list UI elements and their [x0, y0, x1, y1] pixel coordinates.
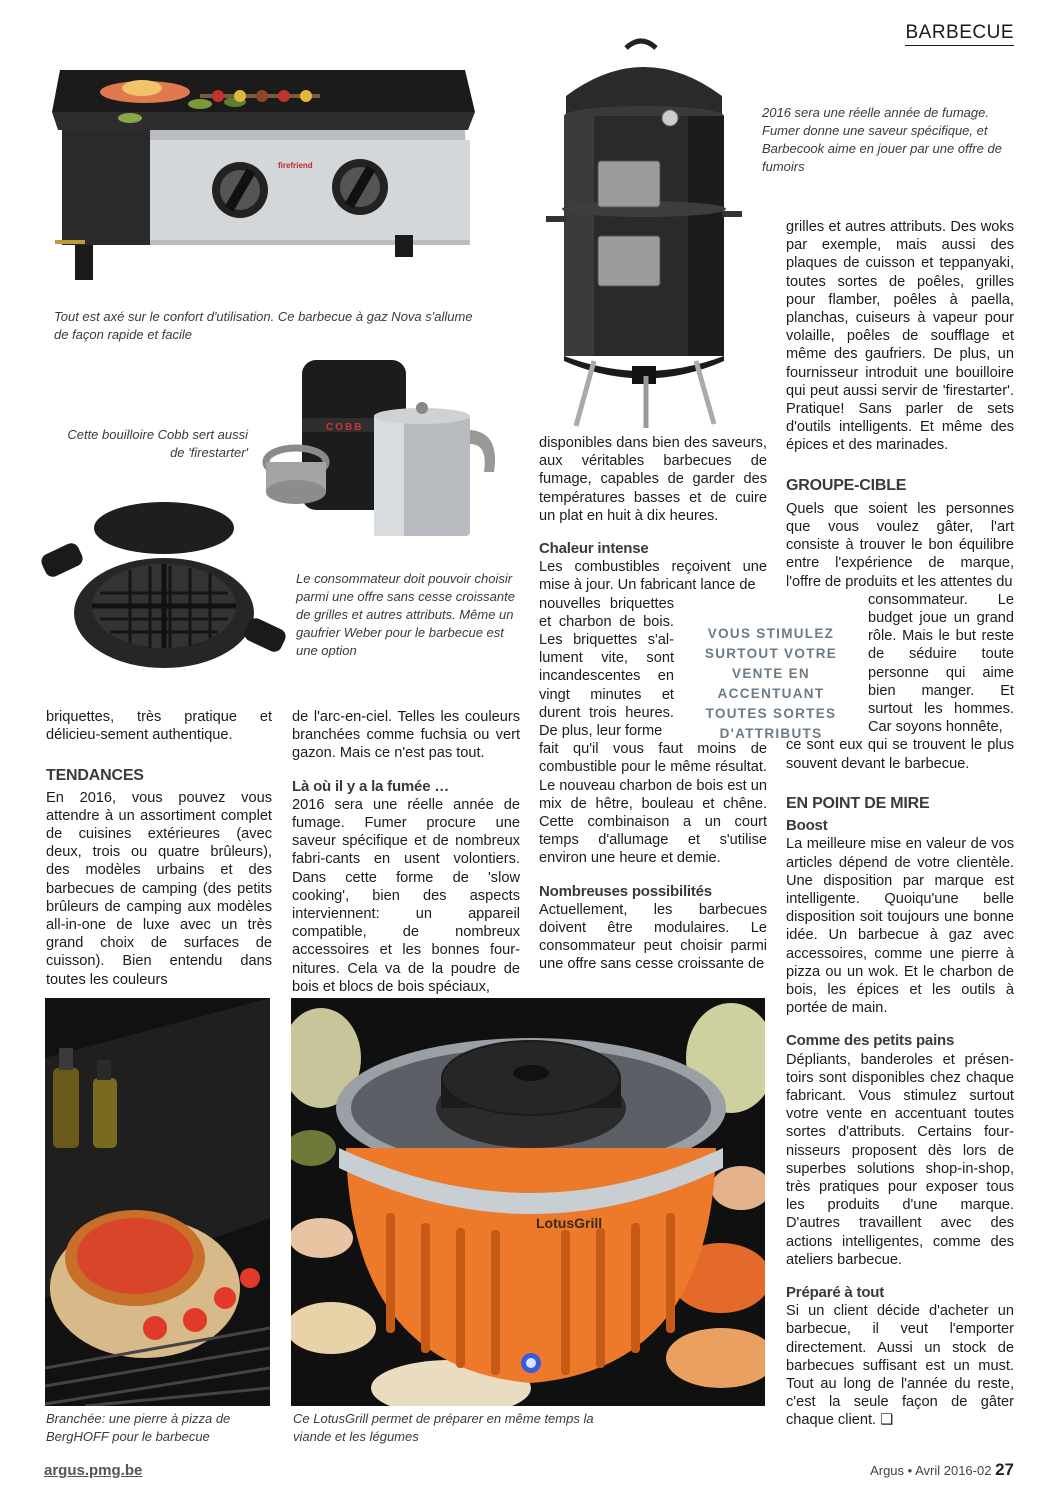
col4-boost: La meilleure mise en valeur de vos articles dépend de votre clientèle. Une disposition par marque est intelligente. Quoiqu'une belle disposition soit toujours une bonne idée. Un barbecue à gaz avec accessoires, comme une pierre à pizza ou un wok. Et le charbon de bois, les épices et les outils à portée de main.	[786, 836, 1014, 1017]
footer-issue-label: Argus • Avril 2016-02	[870, 1463, 992, 1478]
col1-tendances: En 2016, vous pouvez vous attendre à un assortiment complet de cuisines extérieures (avec deux, trois ou quatre brûleurs), des modèles urbains et des barbecues de camping (des petits brûleurs de camping aux modèles all-in-one de luxe avec un très grand choix de surfaces de cuisson). Bien entendu dans toutes les couleurs	[46, 789, 272, 988]
heading-tendances: TENDANCES	[46, 767, 144, 785]
col3-chaleur-a: Les combustibles reçoivent une mise à jour. Un fabricant lance de	[539, 559, 767, 594]
heading-groupe-cible: GROUPE-CIBLE	[786, 476, 907, 494]
lotusgrill-photo	[291, 998, 765, 1406]
caption-cobb: Cette bouilloire Cobb sert aussi de 'firestarter'	[67, 427, 248, 460]
cobb-photo	[262, 352, 502, 540]
heading-petits-pains: Comme des petits pains	[786, 1032, 955, 1050]
heading-chaleur: Chaleur intense	[539, 540, 649, 558]
lotusgrill-logo: LotusGrill	[536, 1215, 603, 1231]
section-label: BARBECUE	[905, 22, 1014, 46]
column-2	[292, 708, 520, 996]
col3-chaleur-c: fait qu'il vous faut moins de combustible pour le même résultat. Le nouveau charbon de bois est un mix de hêtre, bouleau et chêne. Cette combinaison a un court temps d'allumage et s'utilise environ une heure et demie.	[539, 741, 767, 867]
gas-bbq-photo	[50, 40, 480, 302]
caption-gas-bbq: Tout est axé sur le confort d'utilisation. Ce barbecue à gaz Nova s'allume de façon rapide et facile	[54, 309, 473, 342]
col4-intro: grilles et autres attributs. Des woks par exemple, mais aussi des plaques de cuisson et teppanyaki, toutes sortes de poêles, grilles pour flamber, poêles à paella, planchas, cuiseurs à vapeur pour volaille, poêles de soufflage et même des gaufriers. De plus, un fournisseur introduit une bouilloire qui peut aussi servir de 'firestarter'. Pratique! Sans parler de sets d'outils intelligents. Et même des épices et des marinades.	[786, 219, 1014, 454]
footer-site-link[interactable]: argus.pmg.be	[44, 1462, 143, 1479]
heading-fumee: Là où il y a la fumée …	[292, 777, 450, 795]
heading-prepare: Préparé à tout	[786, 1283, 885, 1301]
col4-groupe-c: ce sont eux qui se trouvent le plus souvent devant le barbecue.	[786, 737, 1014, 772]
col3-possibilites: Actuellement, les barbecues doivent être modulaires. Le consommateur peut choisir parmi une offre sans cesse croissante de	[539, 901, 767, 973]
firefriend-logo: firefriend	[278, 161, 313, 170]
waffle-photo	[40, 488, 288, 680]
cobb-logo: COBB	[326, 422, 364, 433]
pull-quote: VOUS STIMULEZ SURTOUT VOTRE VENTE EN ACCENTUANT TOUTES SORTES D'ATTRIBUTS	[704, 626, 838, 741]
col1-intro: briquettes, très pratique et délicieu-sement authentique.	[46, 709, 272, 744]
col2-intro: de l'arc-en-ciel. Telles les couleurs branchées comme fuchsia ou vert gazon. Mais ce n'est pas tout.	[292, 709, 520, 762]
col4-groupe-b: consommateur. Le budget joue un grand rôle. Mais le but reste de séduire toute personne qui aime bien manger. Et surtout les hommes. Car soyons honnête,	[868, 591, 1014, 736]
caption-waffle: Le consommateur doit pouvoir choisir parmi une offre sans cesse croissante de grilles et autres attributs. Même un gaufrier Weber pour le barbecue est une option	[296, 571, 515, 658]
column-1	[46, 708, 272, 989]
col3-chaleur-b: nouvelles briquettes et charbon de bois. Les briquettes s'al-lument vite, sont incandescentes en vingt minutes et durent trois heures. De plus, leur forme	[539, 595, 674, 740]
page-number: 27	[995, 1460, 1014, 1479]
caption-pizza: Branchée: une pierre à pizza de BergHOFF pour le barbecue	[46, 1411, 231, 1444]
caption-smoker: 2016 sera une réelle année de fumage. Fumer donne une saveur spécifique, et Barbecook aime en jouer par une offre de fumoirs	[762, 105, 1002, 174]
pizza-photo	[45, 998, 270, 1406]
col4-groupe-a: Quels que soient les personnes que vous voulez gâter, l'art consiste à trouver le bon équilibre entre l'expérience de marque, l'offre de produits et les attentes du	[786, 500, 1014, 590]
heading-point-de-mire: EN POINT DE MIRE	[786, 794, 930, 812]
footer-issue	[870, 1460, 1014, 1480]
col2-fumee: 2016 sera une réelle année de fumage. Fumer procure une saveur spécifique et de nombreux fabri-cants en usent volontiers. Dans cette forme de 'slow cooking', bien des aspects interviennent: un appareil compatible, de nombreux accessoires et les bonnes four-nitures. Cela va de la poudre de bois et blocs de bois spéciaux,	[292, 796, 520, 995]
column-4	[786, 218, 1014, 1430]
col4-prepare: Si un client décide d'acheter un barbecue, il veut l'emporter directement. Aussi un stock de barbecues suffisant est un must. Tout au long de l'année du reste, c'est la seule façon de gâter chaque client. ❑	[786, 1303, 1014, 1429]
heading-possibilites: Nombreuses possibilités	[539, 882, 712, 900]
col4-pains: Dépliants, banderoles et présen-toirs sont disponibles chez chaque fabricant. Vous stimulez surtout votre vente en accentuant toutes sortes d'attributs. Certains four-nisseurs proposent dès lors de superbes solutions shop-in-shop, très pratiques pour exposer tous les produits d'une marque. D'autres travaillent avec des actions intelligentes, comme des ateliers barbecue.	[786, 1051, 1014, 1268]
smoker-photo	[536, 36, 752, 428]
col3-intro: disponibles dans bien des saveurs, aux véritables barbecues de fumage, capables de garder des températures basses et de cuire un plat en huit à dix heures.	[539, 435, 767, 524]
heading-boost: Boost	[786, 817, 828, 835]
caption-lotusgrill: Ce LotusGrill permet de préparer en même temps la viande et les légumes	[293, 1411, 594, 1444]
